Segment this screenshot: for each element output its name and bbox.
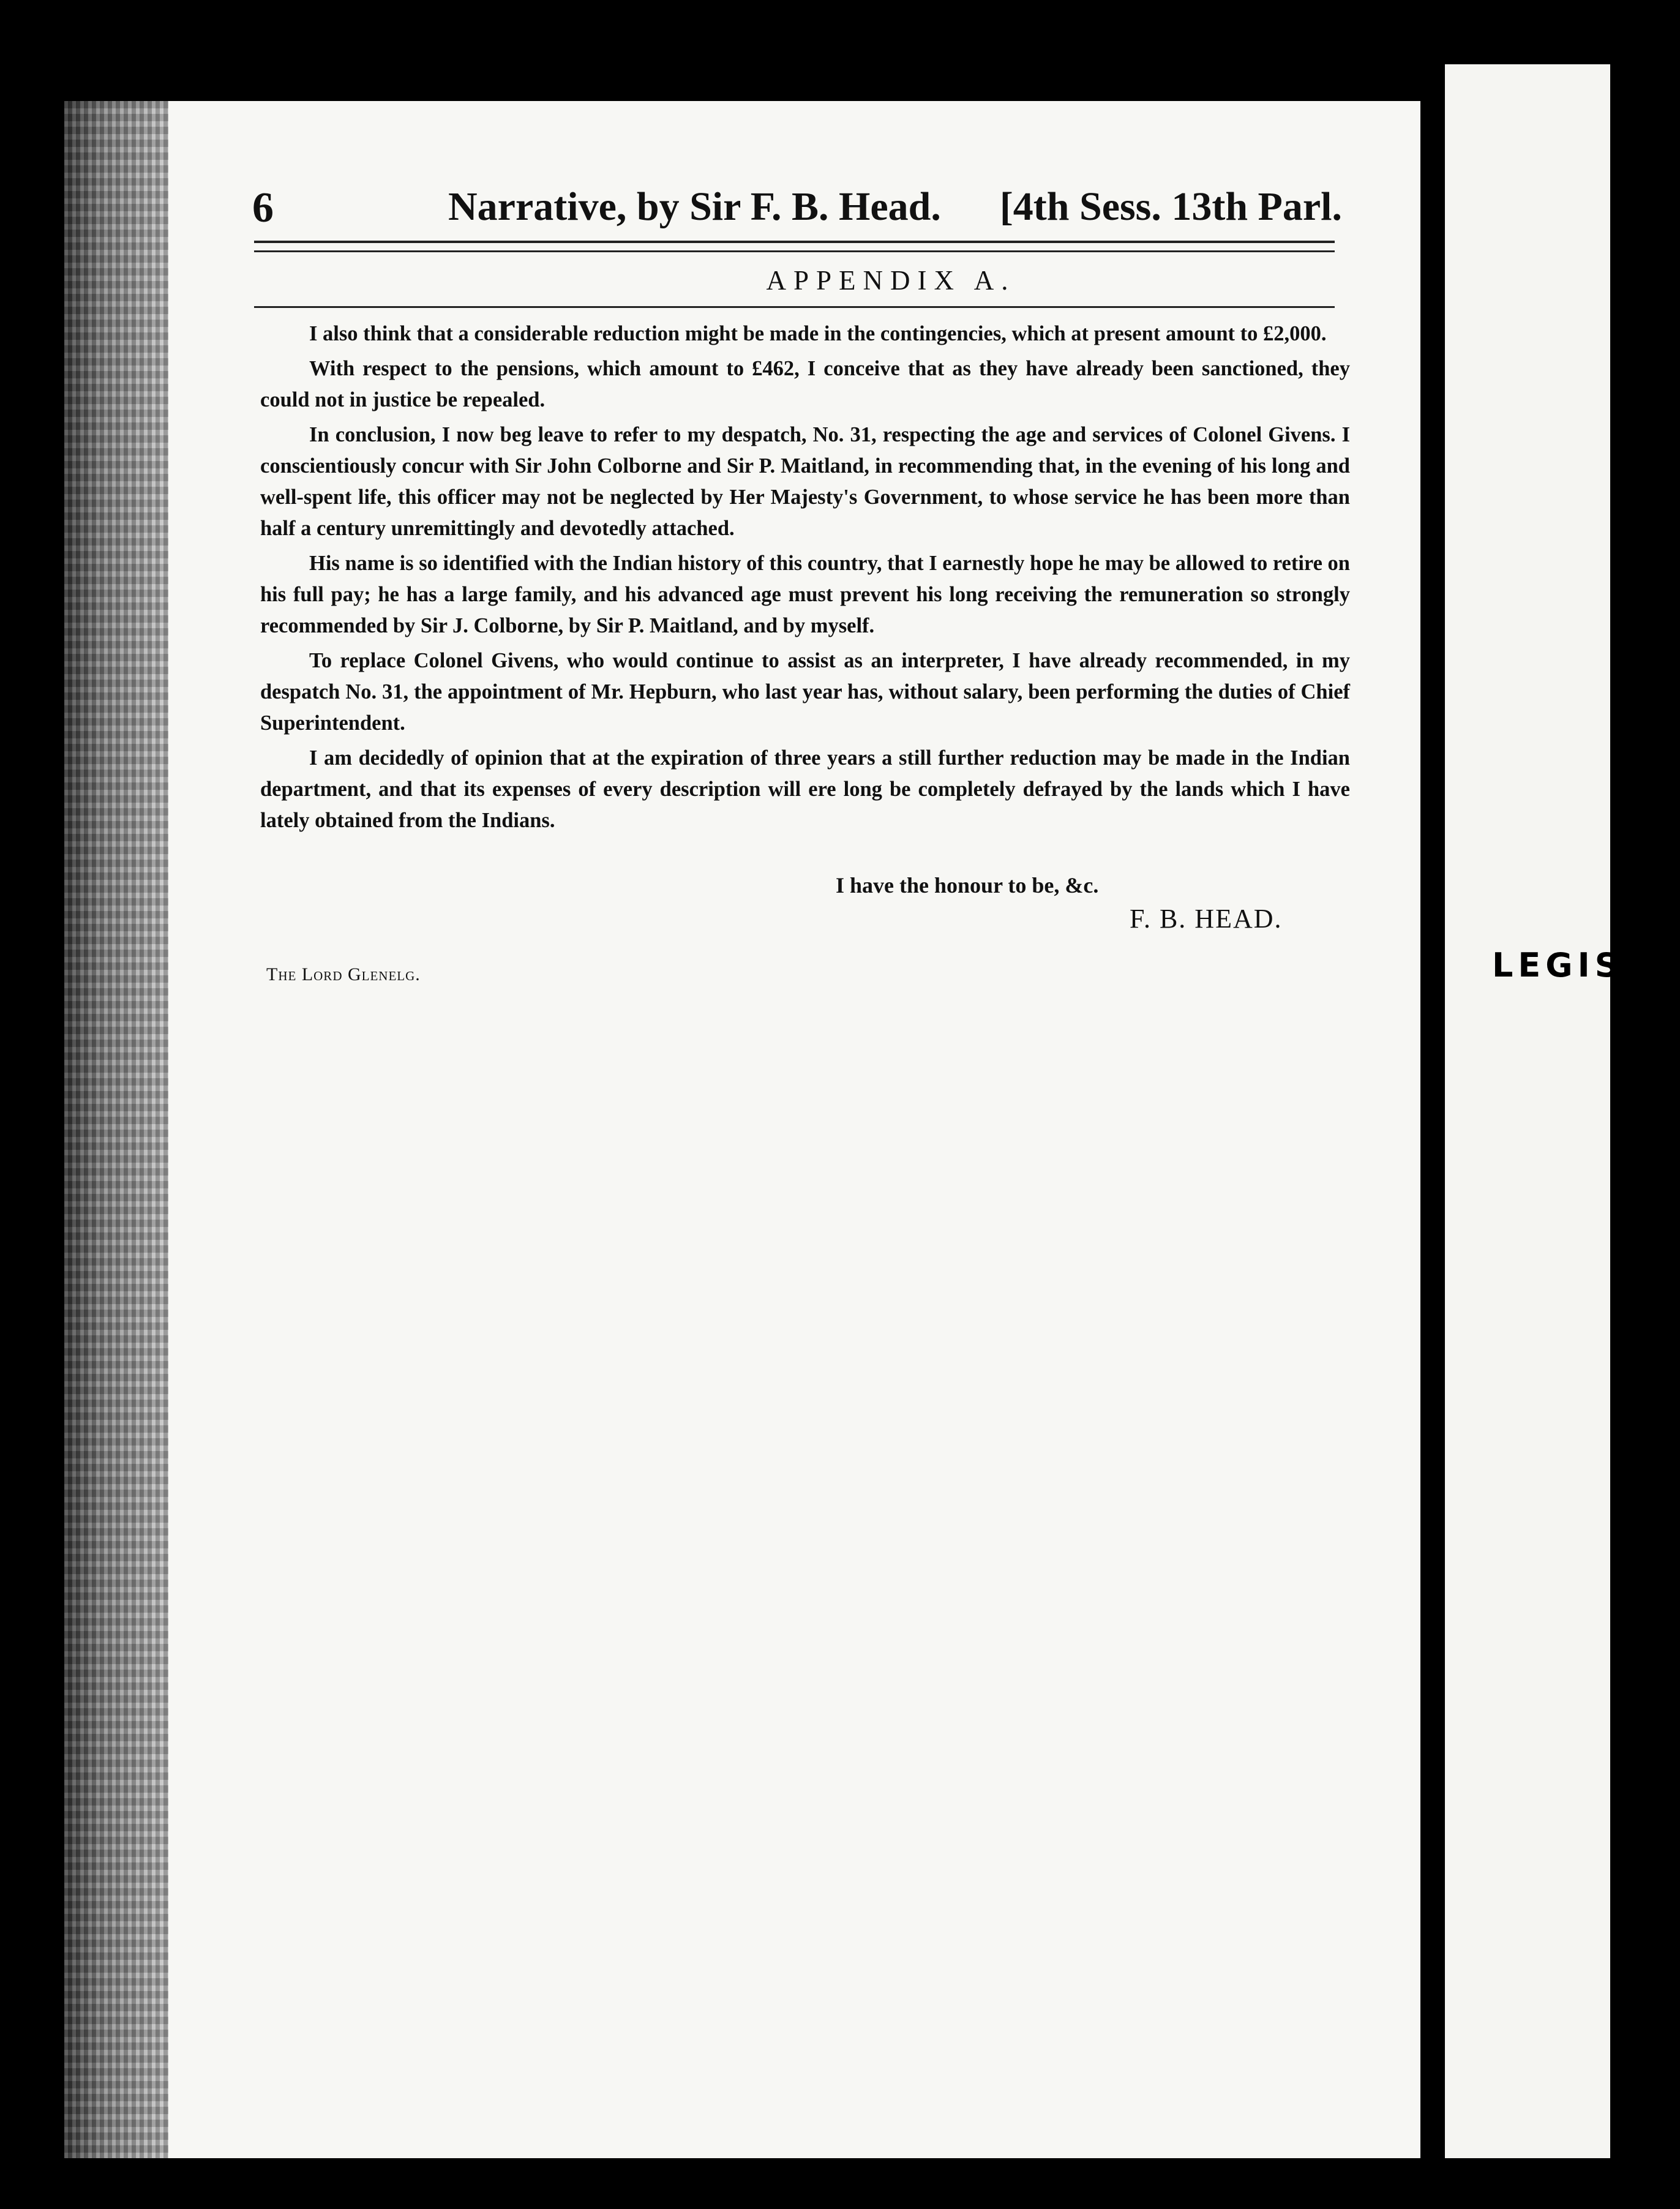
heading-rule — [254, 306, 1335, 308]
paragraph: His name is so identified with the Indian history of this country, that I earnestly hope he may be allowed to retire on his full pay; he has a large family, and his advanced age must prevent his long receiving the remuneration so strongly recommended by Sir J. Colborne, by Sir P. Maitland, and by myself. — [260, 552, 1350, 637]
paragraph: In conclusion, I now beg leave to refer to my despatch, No. 31, respecting the age and services of Colonel Givens. I conscientiously concur with Sir John Colborne and Sir P. Maitland, in recommending that, in the evening of his long and well-spent life, this officer may not be neglected by Her Majesty's Government, to whose service he has been more than half a century unremittingly and devotedly attached. — [260, 423, 1350, 540]
section-heading: APPENDIX A. — [766, 265, 1016, 296]
paragraph: I also think that a considerable reduction might be made in the contingencies, which at present amount to £2,000. — [309, 322, 1327, 345]
paragraph: With respect to the pensions, which amount to £462, I conceive that as they have already been sanctioned, they could not in justice be repealed. — [260, 357, 1350, 411]
header-rule — [254, 241, 1335, 252]
closing-line: I have the honour to be, &c. — [836, 873, 1099, 898]
page-header — [252, 184, 1342, 239]
adjacent-page-heading: LEGISLA — [1492, 946, 1680, 984]
letter-body — [260, 318, 1350, 840]
running-title: Narrative, by Sir F. B. Head. — [448, 184, 941, 229]
addressee: The Lord Glenelg. — [266, 964, 421, 984]
page-number: 6 — [252, 184, 274, 231]
paragraph: To replace Colonel Givens, who would continue to assist as an interpreter, I have already recommended, in my despatch No. 31, the appointment of Mr. Hepburn, who last year has, without salary, been performing the duties of Chief Superintendent. — [260, 649, 1350, 735]
adjacent-page — [1445, 64, 1610, 2158]
paragraph: I am decidedly of opinion that at the expiration of three years a still further reduction may be made in the Indian department, and that its expenses of every description will ere long be completely defrayed by the lands which I have lately obtained from the Indians. — [260, 746, 1350, 832]
session-label: [4th Sess. 13th Parl. — [999, 184, 1342, 229]
signature: F. B. HEAD. — [1130, 904, 1283, 934]
